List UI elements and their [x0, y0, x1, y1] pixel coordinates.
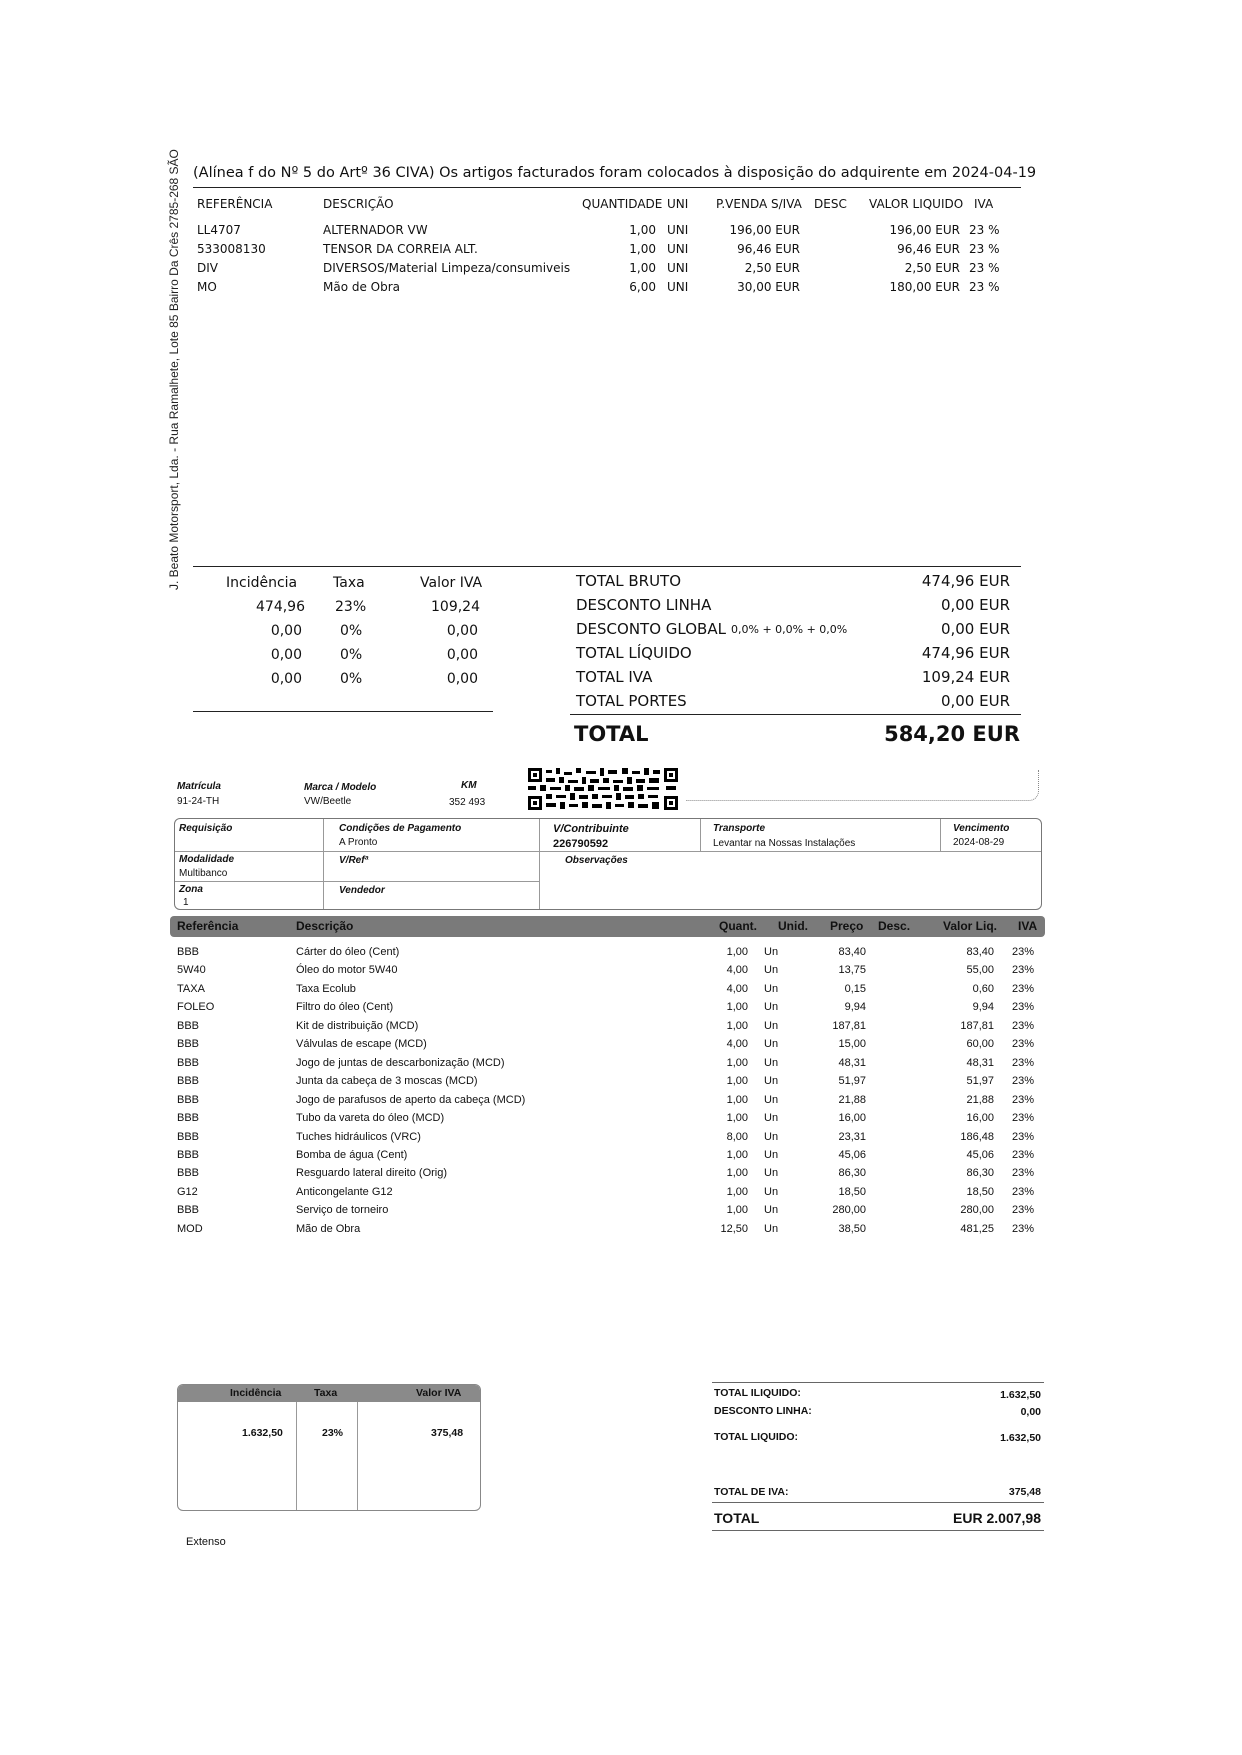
item-unit: Un — [764, 1222, 779, 1235]
order-info-box — [174, 818, 1042, 910]
vat-base: 0,00 — [270, 623, 302, 639]
divider — [712, 1382, 1044, 1383]
total-row — [0, 572, 1242, 596]
item-qty: 4,00 — [726, 964, 748, 977]
transport-value: Levantar na Nossas Instalações — [713, 838, 856, 849]
table-row — [0, 1204, 1242, 1222]
item-price: 45,06 — [838, 1148, 866, 1161]
amount-in-words-label: Extenso — [186, 1536, 226, 1548]
col-price: Preço — [830, 919, 864, 933]
item-ref: BBB — [177, 1019, 200, 1032]
vat-base: 1.632,50 — [242, 1427, 283, 1439]
item-ref: BBB — [177, 946, 200, 958]
vat-value: 0,00 — [446, 671, 478, 687]
total-value: 474,96 EUR — [921, 572, 1010, 590]
vat-rate: 0% — [340, 647, 363, 663]
item-qty: 1,00 — [726, 1093, 748, 1106]
divider — [712, 1502, 1044, 1503]
plate-value: 91-24-TH — [177, 796, 220, 807]
item-qty: 1,00 — [726, 1112, 748, 1125]
items-table-header-2 — [170, 916, 1045, 937]
item-vat: 23% — [1012, 1038, 1035, 1051]
item-price: 9,94 — [844, 1001, 866, 1014]
total-value: 109,24 EUR — [921, 668, 1010, 686]
item-net: 481,25 — [960, 1222, 994, 1235]
item-desc: Resguardo lateral direito (Orig) — [296, 1167, 448, 1180]
payment-mode-value: Multibanco — [179, 868, 228, 879]
item-net: 51,97 — [966, 1075, 994, 1088]
item-vat: 23% — [1012, 1056, 1035, 1069]
item-vat: 23% — [1012, 1130, 1035, 1143]
item-desc: Tuches hidráulicos (VRC) — [296, 1130, 421, 1143]
item-vat: 23% — [1012, 1093, 1035, 1106]
item-unit: Un — [764, 1112, 779, 1125]
vat-value: 0,00 — [446, 647, 478, 663]
item-vat: 23% — [1012, 1112, 1035, 1125]
item-qty: 1,00 — [726, 946, 748, 958]
seller-label: Vendedor — [339, 885, 385, 896]
table-row — [0, 1223, 1242, 1241]
item-net: 60,00 — [966, 1038, 994, 1051]
item-unit: Un — [764, 1056, 779, 1069]
table-row — [0, 946, 1242, 964]
item-ref: BBB — [177, 1112, 200, 1125]
km-label: KM — [461, 780, 477, 791]
item-qty: 1,00 — [726, 1148, 748, 1161]
vat-summary-header — [178, 1385, 480, 1402]
item-unit: Un — [764, 1130, 779, 1143]
item-price: 38,50 — [838, 1222, 866, 1235]
total-label: TOTAL PORTES — [576, 692, 687, 710]
table-row — [0, 1112, 1242, 1130]
item-desc: ALTERNADOR VW — [323, 223, 428, 237]
vat-base: 474,96 — [256, 599, 305, 615]
item-desc: Válvulas de escape (MCD) — [296, 1038, 427, 1051]
item-unit: UNI — [667, 280, 689, 294]
col-ref: Referência — [177, 919, 239, 933]
item-net: 83,40 — [966, 946, 994, 958]
item-unit: Un — [764, 982, 779, 995]
item-desc: Óleo do motor 5W40 — [296, 964, 398, 977]
item-net: 280,00 — [960, 1204, 994, 1217]
vat-col-value: Valor IVA — [420, 575, 483, 591]
table-row — [0, 1001, 1242, 1019]
tax-id-label: V/Contribuinte — [553, 823, 629, 835]
item-unit: Un — [764, 964, 779, 977]
divider — [193, 566, 1021, 567]
item-qty: 1,00 — [726, 1056, 748, 1069]
item-desc: Junta da cabeça de 3 moscas (MCD) — [296, 1075, 478, 1088]
due-date-label: Vencimento — [953, 823, 1010, 834]
item-vat: 23 % — [969, 242, 1000, 256]
item-ref: BBB — [177, 1056, 200, 1069]
item-ref: MO — [197, 280, 217, 294]
item-desc: Filtro do óleo (Cent) — [296, 1001, 394, 1014]
divider — [296, 1402, 297, 1511]
item-ref: BBB — [177, 1093, 200, 1106]
item-vat: 23 % — [969, 223, 1000, 237]
dotted-frame — [686, 770, 1039, 801]
item-desc: Jogo de parafusos de aperto da cabeça (MCD) — [296, 1093, 526, 1106]
payment-mode-label: Modalidade — [179, 854, 235, 865]
table-row — [0, 242, 1242, 261]
item-ref: BBB — [177, 1167, 200, 1180]
item-price: 280,00 — [832, 1204, 866, 1217]
item-price: 15,00 — [838, 1038, 866, 1051]
item-net: 180,00 EUR — [889, 280, 960, 294]
total-label: DESCONTO GLOBAL — [576, 620, 726, 638]
item-price: 16,00 — [838, 1112, 866, 1125]
vat-rate: 23% — [322, 1427, 344, 1439]
vat-col-base: Incidência — [230, 1387, 282, 1399]
col-price: P.VENDA S/IVA — [716, 197, 802, 211]
item-net: 16,00 — [966, 1112, 994, 1125]
col-vat: IVA — [974, 197, 994, 211]
qr-code-image — [528, 768, 678, 810]
item-price: 48,31 — [838, 1056, 866, 1069]
divider — [193, 187, 1021, 188]
item-ref: TAXA — [177, 982, 205, 995]
total-row — [0, 668, 1242, 692]
table-row — [0, 1167, 1242, 1185]
item-net: 18,50 — [966, 1185, 994, 1198]
item-ref: FOLEO — [177, 1001, 215, 1014]
vat-value: 375,48 — [431, 1427, 464, 1439]
vat-base: 0,00 — [270, 671, 302, 687]
total-vat-label: TOTAL DE IVA: — [714, 1486, 789, 1498]
item-ref: MOD — [177, 1222, 203, 1235]
item-qty: 1,00 — [629, 223, 656, 237]
vat-col-rate: Taxa — [314, 1387, 338, 1399]
table-row — [0, 223, 1242, 242]
col-unit: Unid. — [778, 919, 808, 933]
item-net: 21,88 — [966, 1093, 994, 1106]
vat-rate: 0% — [340, 623, 363, 639]
item-price: 187,81 — [832, 1019, 866, 1032]
item-net: 55,00 — [966, 964, 994, 977]
total-row — [0, 596, 1242, 620]
item-price: 96,46 EUR — [737, 242, 800, 256]
table-row — [0, 1186, 1242, 1204]
item-desc: Taxa Ecolub — [296, 982, 356, 995]
table-row — [0, 964, 1242, 982]
item-net: 45,06 — [966, 1148, 994, 1161]
item-price: 2,50 EUR — [744, 261, 800, 275]
item-ref: DIV — [197, 261, 218, 275]
grand-total-value: 584,20 EUR — [884, 722, 1020, 746]
item-vat: 23 % — [969, 280, 1000, 294]
item-unit: Un — [764, 1019, 779, 1032]
vat-summary-2 — [177, 1384, 481, 1511]
item-unit: Un — [764, 1167, 779, 1180]
item-vat: 23% — [1012, 1222, 1035, 1235]
vat-rate: 23% — [335, 599, 367, 615]
item-net: 2,50 EUR — [904, 261, 960, 275]
zone-label: Zona — [179, 884, 203, 895]
item-vat: 23% — [1012, 1185, 1035, 1198]
model-value: VW/Beetle — [304, 796, 352, 807]
line-discount-value: 0,00 — [1020, 1406, 1041, 1418]
divider — [323, 819, 324, 909]
item-desc: Kit de distribuição (MCD) — [296, 1019, 419, 1032]
table-row — [0, 1094, 1242, 1112]
item-vat: 23% — [1012, 1148, 1035, 1161]
requisition-label: Requisição — [179, 823, 233, 834]
item-unit: Un — [764, 1204, 779, 1217]
item-desc: Bomba de água (Cent) — [296, 1148, 408, 1161]
item-unit: UNI — [667, 242, 689, 256]
vat-col-rate: Taxa — [333, 575, 365, 591]
col-net: VALOR LIQUIDO — [869, 197, 964, 211]
item-ref: BBB — [177, 1038, 200, 1051]
vat-rate: 0% — [340, 671, 363, 687]
total-label: TOTAL LÍQUIDO — [576, 644, 692, 662]
total-label: DESCONTO LINHA — [576, 596, 712, 614]
item-net: 96,46 EUR — [897, 242, 960, 256]
item-unit: Un — [764, 1185, 779, 1198]
item-unit: Un — [764, 1001, 779, 1014]
item-vat: 23% — [1012, 1075, 1035, 1088]
total-value: 0,00 EUR — [940, 692, 1010, 710]
item-vat: 23% — [1012, 946, 1035, 958]
col-desc: DESCRIÇÃO — [323, 197, 394, 211]
vat-base: 0,00 — [270, 647, 302, 663]
total-value: 0,00 EUR — [940, 596, 1010, 614]
item-qty: 1,00 — [726, 1204, 748, 1217]
vat-col-value: Valor IVA — [416, 1387, 462, 1399]
col-net: Valor Liq. — [943, 919, 998, 933]
item-price: 30,00 EUR — [737, 280, 800, 294]
item-price: 0,15 — [844, 982, 866, 995]
total-liquido-value: 1.632,50 — [1000, 1432, 1041, 1444]
total-value: 0,00 EUR — [940, 620, 1010, 638]
item-desc: DIVERSOS/Material Limpeza/consumiveis — [323, 261, 571, 275]
item-vat: 23 % — [969, 261, 1000, 275]
total-row — [0, 692, 1242, 716]
table-row — [0, 280, 1242, 299]
table-row — [0, 1075, 1242, 1093]
payment-terms-label: Condições de Pagamento — [339, 823, 462, 834]
payment-terms-value: A Pronto — [339, 837, 378, 848]
table-row — [0, 983, 1242, 1001]
total-label: TOTAL BRUTO — [576, 572, 682, 590]
item-qty: 4,00 — [726, 1038, 748, 1051]
divider — [175, 881, 323, 882]
table-row — [0, 1057, 1242, 1075]
total-liquido-label: TOTAL LIQUIDO: — [714, 1431, 798, 1443]
item-net: 0,60 — [972, 982, 994, 995]
col-qty: QUANTIDADE — [582, 197, 663, 211]
col-unit: UNI — [667, 197, 689, 211]
legal-note: (Alínea f do Nº 5 do Artº 36 CIVA) Os artigos facturados foram colocados à disposição do adquirente em 2024-04-19 — [193, 165, 1037, 181]
item-ref: LL4707 — [197, 223, 241, 237]
item-qty: 12,50 — [720, 1222, 748, 1235]
item-vat: 23% — [1012, 982, 1035, 995]
item-net: 187,81 — [960, 1019, 994, 1032]
item-price: 13,75 — [838, 964, 866, 977]
item-vat: 23% — [1012, 1001, 1035, 1014]
observations-label: Observações — [565, 855, 628, 866]
plate-label: Matrícula — [177, 781, 221, 792]
item-desc: Anticongelante G12 — [296, 1185, 393, 1198]
discount-note: 0,0% + 0,0% + 0,0% — [731, 623, 848, 636]
item-ref: BBB — [177, 1130, 200, 1143]
item-price: 23,31 — [838, 1130, 866, 1143]
col-disc: Desc. — [878, 919, 911, 933]
total-row — [0, 620, 1242, 644]
item-price: 196,00 EUR — [729, 223, 800, 237]
divider — [570, 714, 1021, 715]
item-price: 51,97 — [838, 1075, 866, 1088]
divider — [712, 1530, 1044, 1531]
item-qty: 1,00 — [726, 1001, 748, 1014]
item-price: 83,40 — [838, 946, 866, 958]
divider — [323, 881, 539, 882]
item-vat: 23% — [1012, 1167, 1035, 1180]
item-qty: 1,00 — [629, 242, 656, 256]
item-desc: TENSOR DA CORREIA ALT. — [323, 242, 478, 256]
item-desc: Jogo de juntas de descarbonização (MCD) — [296, 1056, 505, 1069]
col-desc: Descrição — [296, 919, 354, 933]
item-ref: BBB — [177, 1204, 200, 1217]
vat-col-base: Incidência — [226, 575, 298, 591]
item-unit: Un — [764, 1093, 779, 1106]
item-unit: Un — [764, 946, 779, 958]
model-label: Marca / Modelo — [304, 782, 377, 793]
item-qty: 1,00 — [726, 1167, 748, 1180]
grand-total-value: EUR 2.007,98 — [953, 1510, 1041, 1526]
item-unit: UNI — [667, 223, 689, 237]
item-ref: G12 — [177, 1185, 198, 1198]
item-qty: 6,00 — [629, 280, 656, 294]
item-desc: Serviço de torneiro — [296, 1204, 389, 1217]
zone-value: 1 — [183, 897, 189, 908]
total-iliquido-value: 1.632,50 — [1000, 1389, 1041, 1401]
divider — [700, 819, 701, 851]
item-net: 196,00 EUR — [889, 223, 960, 237]
item-vat: 23% — [1012, 1204, 1035, 1217]
vat-value: 109,24 — [431, 599, 480, 615]
divider — [539, 819, 540, 909]
item-desc: Cárter do óleo (Cent) — [296, 946, 400, 958]
item-price: 21,88 — [838, 1093, 866, 1106]
item-vat: 23% — [1012, 964, 1035, 977]
item-ref: BBB — [177, 1075, 200, 1088]
grand-total-label: TOTAL — [574, 722, 649, 746]
item-desc: Mão de Obra — [323, 280, 401, 294]
table-row — [0, 1038, 1242, 1056]
company-address-vertical: J. Beato Motorsport, Lda. - Rua Ramalhete, Lote 85 Bairro Da Crês 2785-268 SÃO — [167, 149, 181, 590]
col-disc: DESC — [814, 197, 847, 211]
item-ref: 5W40 — [177, 964, 206, 977]
item-qty: 1,00 — [726, 1185, 748, 1198]
item-unit: Un — [764, 1148, 779, 1161]
item-desc: Tubo da vareta do óleo (MCD) — [296, 1112, 445, 1125]
item-net: 86,30 — [966, 1167, 994, 1180]
total-label: TOTAL IVA — [576, 668, 653, 686]
table-row — [0, 1149, 1242, 1167]
item-qty: 4,00 — [726, 982, 748, 995]
item-unit: Un — [764, 1038, 779, 1051]
item-vat: 23% — [1012, 1019, 1035, 1032]
col-ref: REFERÊNCIA — [197, 197, 273, 211]
line-discount-label: DESCONTO LINHA: — [714, 1405, 812, 1417]
item-qty: 1,00 — [726, 1075, 748, 1088]
table-row — [0, 1131, 1242, 1149]
vat-value: 0,00 — [446, 623, 478, 639]
total-row — [0, 644, 1242, 668]
item-net: 48,31 — [966, 1056, 994, 1069]
total-vat-value: 375,48 — [1008, 1486, 1041, 1498]
item-price: 86,30 — [838, 1167, 866, 1180]
divider — [940, 819, 941, 851]
item-price: 18,50 — [838, 1185, 866, 1198]
item-qty: 1,00 — [629, 261, 656, 275]
transport-label: Transporte — [713, 823, 766, 834]
total-iliquido-label: TOTAL ILIQUIDO: — [714, 1387, 801, 1399]
col-vat: IVA — [1018, 919, 1038, 933]
due-date-value: 2024-08-29 — [953, 837, 1005, 848]
item-desc: Mão de Obra — [296, 1222, 361, 1235]
km-value: 352 493 — [449, 797, 486, 808]
grand-total-label: TOTAL — [714, 1510, 760, 1526]
table-row — [0, 261, 1242, 280]
table-row — [0, 1020, 1242, 1038]
total-value: 474,96 EUR — [921, 644, 1010, 662]
divider — [175, 851, 1041, 852]
tax-id-value: 226790592 — [553, 838, 609, 850]
item-qty: 8,00 — [726, 1130, 748, 1143]
item-unit: Un — [764, 1075, 779, 1088]
item-net: 186,48 — [960, 1130, 994, 1143]
col-qty: Quant. — [719, 919, 757, 933]
item-unit: UNI — [667, 261, 689, 275]
divider — [357, 1402, 358, 1511]
item-net: 9,94 — [972, 1001, 994, 1014]
item-qty: 1,00 — [726, 1019, 748, 1032]
your-ref-label: V/Refª — [339, 855, 369, 866]
item-ref: 533008130 — [197, 242, 266, 256]
item-ref: BBB — [177, 1148, 200, 1161]
